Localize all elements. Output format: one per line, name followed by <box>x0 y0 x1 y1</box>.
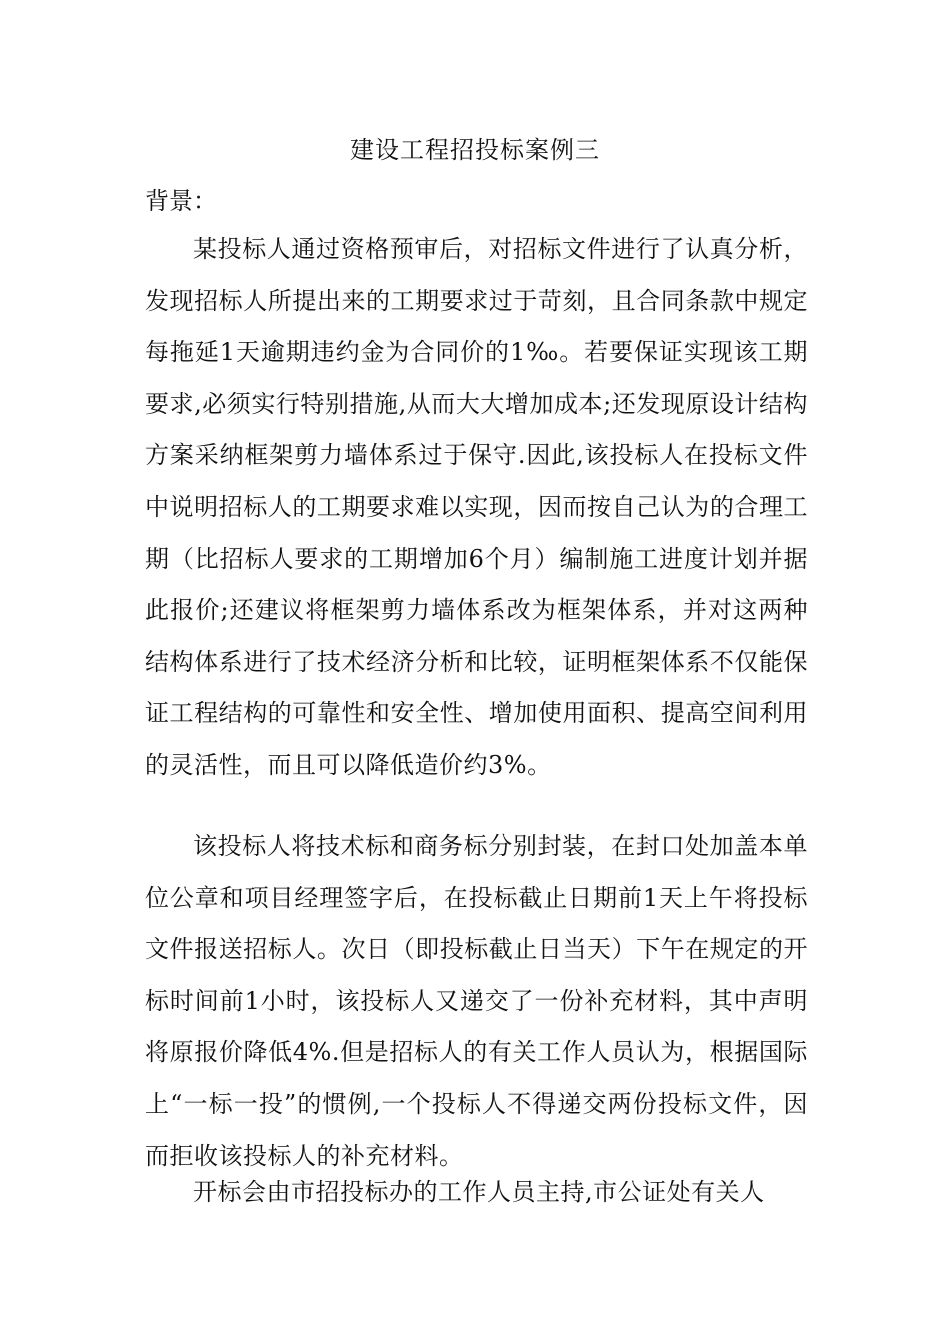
paragraph-3: 开标会由市招投标办的工作人员主持,市公证处有关人 <box>193 1178 765 1206</box>
document-title: 建设工程招投标案例三 <box>350 136 600 164</box>
paragraph-1: 某投标人通过资格预审后，对招标文件进行了认真分析，发现招标人所提出来的工期要求过于苛刻，且合同条款中规定每拖延1天逾期违约金为合同价的1‰。若要保证实现该工期要求,必须实行特别措施,从而大大增加成本;还发现原设计结构方案采纳框架剪力墙体系过于保守.因此,该投标人在投标文件中说明招标人的工期要求难以实现，因而按自己认为的合理工期（比招标人要求的工期增加6个月）编制施工进度计划并据此报价;还建议将框架剪力墙体系改为框架体系，并对这两种结构体系进行了技术经济分析和比较，证明框架体系不仅能保证工程结构的可靠性和安全性、增加使用面积、提高空间利用的灵活性，而且可以降低造价约3%。 <box>145 235 808 779</box>
section-heading: 背景： <box>145 187 217 215</box>
paragraph-2: 该投标人将技术标和商务标分别封装，在封口处加盖本单位公章和项目经理签字后，在投标截止日期前1天上午将投标文件报送招标人。次日（即投标截止日当天）下午在规定的开标时间前1小时，该投标人又递交了一份补充材料，其中声明将原报价降低4%.但是招标人的有关工作人员认为，根据国际上“一标一投”的惯例,一个投标人不得递交两份投标文件，因而拒收该投标人的补充材料。 <box>145 832 808 1170</box>
